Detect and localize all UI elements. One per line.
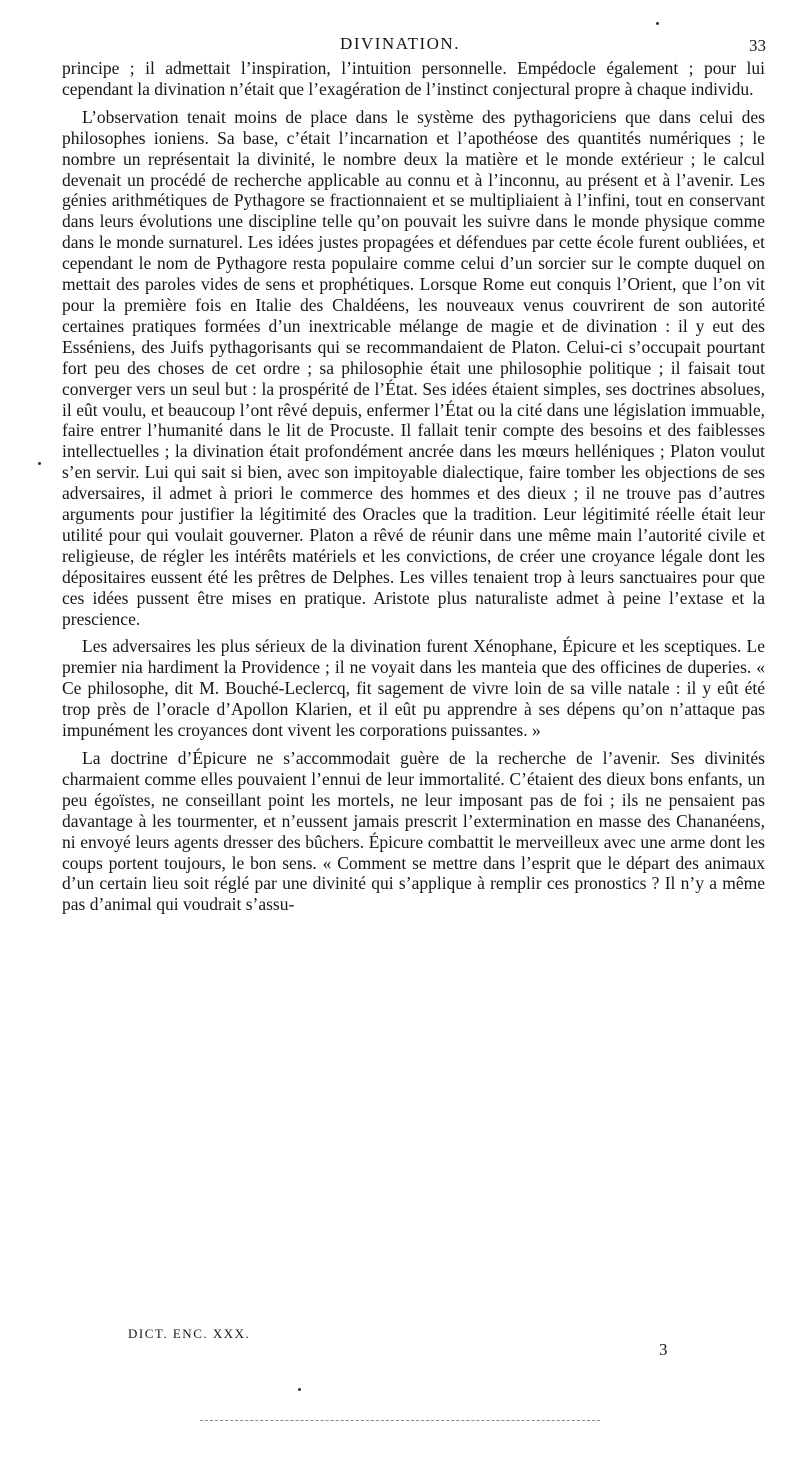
paragraph: La doctrine d’Épicure ne s’accommodait guère de la recherche de l’avenir. Ses divinités charmaient comme elles pouvaient l’ennui de leur immortalité. C’étaient des dieux bons enfants, un peu égoïstes, ne conseillant point les mortels, ne leur imposant pas de foi ; ils ne pensaient pas davantage à les tourmenter, et n’eussent jamais prescrit l’extermination en masse des Chananéens, ni envoyé leurs agents dresser des bûchers. Épicure combattit le merveilleux avec une arme dont les coups portent toujours, le bon sens. « Comment se mettre dans l’esprit que le départ des animaux d’un certain lieu soit réglé par une divinité qui s’applique à remplir ces pronostics ? Il n’y a même pas d’animal qui voudrait s’assu-: [62, 748, 765, 915]
signature-label: DICT. ENC. XXX.: [128, 1326, 251, 1341]
paragraph: L’observation tenait moins de place dans le système des pythagoriciens que dans celui des philosophes ioniens. Sa base, c’était l’incarnation et l’apothéose des quantités numériques ; le nombre un représentait la divinité, le nombre deux la matière et le monde extérieur ; le calcul devenait un procédé de recherche applicable au connu et à l’inconnu, au présent et à l’avenir. Les génies arithmétiques de Pythagore se fractionnaient et se multipliaient à l’infini, tout en conservant dans leurs évolutions une discipline telle qu’on pouvait les suivre dans le monde physique comme dans le monde surnaturel. Les idées justes propagées et défendues par cette école furent oubliées, et cependant le nom de Pythagore resta populaire comme celui d’un sorcier sur le compte duquel on mettait des paroles vides de sens et prophétiques. Lorsque Rome eut conquis l’Orient, que l’on vit pour la première fois en Italie des Chaldéens, les nouveaux venus couvrirent de son autorité certaines pratiques formées d’un inextricable mélange de magie et de divination : il y eut des Esséniens, des Juifs pythagorisants qui se recommandaient de Platon. Celui-ci s’occupait pourtant fort peu des choses de cet ordre ; sa philosophie était une philosophie politique ; il faisait tout converger vers un seul but : la prospérité de l’État. Ses idées étaient simples, ses doctrines absolues, il eût voulu, et beaucoup l’ont rêvé depuis, enfermer l’État ou la cité dans une législation immuable, faire entrer l’humanité dans le lit de Procuste. Il fallait tenir compte des besoins et des faiblesses intellectuelles ; la divination était profondément ancrée dans les mœurs helléniques ; Platon voulut s’en servir. Lui qui sait si bien, avec son impitoyable dialectique, faire tomber les objections de ses adversaires, il admet à priori le commerce des hommes et des dieux ; il ne trouve pas d’autres arguments pour justifier la légitimité des Oracles que la tradition. Leur légitimité réelle était leur utilité pour qui voulait gouverner. Platon a rêvé de réunir dans une même main l’autorité civile et religieuse, de régler les intérêts matériels et les convictions, de créer une croyance légale dont les dépositaires eussent été les prêtres de Delphes. Les villes tenaient trop à leurs sanctuaires pour que ces idées pussent être mises en pratique. Aristote plus naturaliste admet à peine l’extase et la prescience.: [62, 106, 765, 629]
running-title: DIVINATION.: [340, 34, 460, 53]
page-body: [62, 58, 765, 922]
ink-speck: [38, 462, 41, 465]
scan-edge-rule: [200, 1420, 600, 1421]
page-number: 33: [749, 36, 766, 55]
ink-speck: [298, 1388, 301, 1391]
paragraph: principe ; il admettait l’inspiration, l’intuition personnelle. Empédocle également ; pour lui cependant la divination n’était que l’exagération de l’instinct conjectural propre à chaque individu.: [62, 58, 765, 99]
paragraph: Les adversaires les plus sérieux de la divination furent Xénophane, Épicure et les sceptiques. Le premier nia hardiment la Providence ; il ne voyait dans les manteia que des officines de duperies. « Ce philosophe, dit M. Bouché-Leclercq, fit sagement de vivre loin de sa ville natale : il y eût été trop près de l’oracle d’Apollon Klarien, et il eût pu apprendre à ses dépens qu’on n’attaque pas impunément les croyances dont vivent les corporations puissantes. »: [62, 636, 765, 741]
ink-speck: [656, 22, 659, 25]
signature-mark: 3: [659, 1340, 668, 1359]
